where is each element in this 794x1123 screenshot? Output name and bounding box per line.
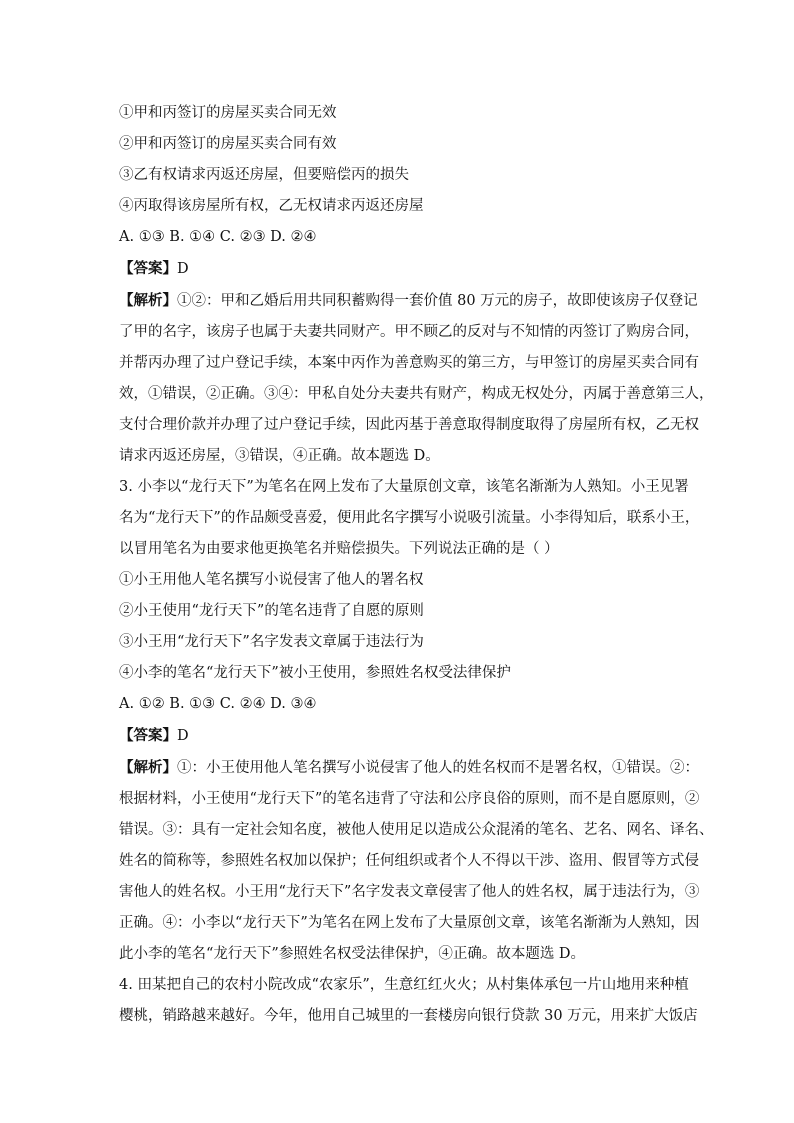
q2-analysis-line-4: 效，①错误，②正确。③④：甲私自处分夫妻共有财产，构成无权处分，丙属于善意第三人， (119, 386, 714, 402)
q2-option-1: ①甲和丙签订的房屋买卖合同无效 (119, 105, 337, 121)
q3-stem-line-3: 以冒用笔名为由要求他更换笔名并赔偿损失。下列说法正确的是（ ） (119, 541, 559, 557)
q2-analysis-line-3: 并帮丙办理了过户登记手续，本案中丙作为善意购买的第三方，与甲签订的房屋买卖合同有 (119, 355, 699, 371)
q2-analysis-line-2: 了甲的名字，该房子也属于夫妻共同财产。甲不顾乙的反对与不知情的丙签订了购房合同， (119, 324, 699, 340)
q2-answer-value: D (177, 261, 189, 277)
q3-analysis-label: 【解析】 (119, 759, 177, 776)
q2-analysis-text-1: ①②：甲和乙婚后用共同积蓄购得一套价值 80 万元的房子，故即使该房子仅登记 (177, 293, 698, 309)
document-content (119, 98, 714, 1032)
q4-stem-line-1: 4. 田某把自己的农村小院改成“农家乐”，生意红红火火；从村集体承包一片山地用来种植 (119, 977, 689, 993)
q3-analysis-line-7: 此小李的笔名“龙行天下”参照姓名权受法律保护，④正确。故本题选 D。 (119, 946, 586, 962)
q3-option-4: ④小李的笔名“龙行天下”被小王使用，参照姓名权受法律保护 (119, 665, 511, 681)
q3-analysis-line-1 (119, 752, 699, 784)
q3-answer (119, 720, 685, 752)
q3-stem-line-2: 名为“龙行天下”的作品颇受喜爱，便用此名字撰写小说吸引流量。小李得知后，联系小王， (119, 510, 700, 526)
q3-analysis-line-4: 姓名的简称等，参照姓名权加以保护；任何组织或者个人不得以干涉、盗用、假冒等方式侵 (119, 853, 699, 869)
q3-stem-line-1: 3. 小李以“龙行天下”为笔名在网上发布了大量原创文章，该笔名渐渐为人熟知。小王见署 (119, 479, 689, 495)
q2-answer-label: 【答案】 (119, 260, 177, 277)
q2-analysis-line-6: 请求丙返还房屋，③错误，④正确。故本题选 D。 (119, 448, 440, 464)
q3-option-3: ③小王用“龙行天下”名字发表文章属于违法行为 (119, 634, 424, 650)
q3-option-1: ①小王用他人笔名撰写小说侵害了他人的署名权 (119, 572, 424, 588)
q3-analysis-line-6: 正确。④：小李以“龙行天下”为笔名在网上发布了大量原创文章，该笔名渐渐为人熟知，因 (119, 915, 700, 931)
q2-analysis-line-5: 支付合理价款并办理了过户登记手续，因此丙基于善意取得制度取得了房屋所有权，乙无权 (119, 417, 699, 433)
q2-option-4: ④丙取得该房屋所有权，乙无权请求丙返还房屋 (119, 198, 424, 214)
q2-choices: A. ①③ B. ①④ C. ②③ D. ②④ (119, 229, 317, 245)
q3-analysis-text-1: ①：小王使用他人笔名撰写小说侵害了他人的姓名权而不是署名权，①错误。②： (177, 760, 699, 776)
q3-option-2: ②小王使用“龙行天下”的笔名违背了自愿的原则 (119, 603, 424, 619)
q3-analysis-line-2: 根据材料，小王使用“龙行天下”的笔名违背了守法和公序良俗的原则，而不是自愿原则，② (119, 791, 700, 807)
q3-answer-label: 【答案】 (119, 727, 177, 744)
q2-answer (119, 253, 685, 285)
q2-option-3: ③乙有权请求丙返还房屋，但要赔偿丙的损失 (119, 167, 409, 183)
q3-choices: A. ①② B. ①③ C. ②④ D. ③④ (119, 696, 317, 712)
q2-analysis-label: 【解析】 (119, 292, 177, 309)
q3-analysis-line-5: 害他人的姓名权。小王用“龙行天下”名字发表文章侵害了他人的姓名权，属于违法行为，③ (119, 884, 700, 900)
q3-analysis-line-3: 错误。③：具有一定社会知名度，被他人使用足以造成公众混淆的笔名、艺名、网名、译名、 (119, 822, 714, 838)
q2-option-2: ②甲和丙签订的房屋买卖合同有效 (119, 136, 337, 152)
q2-analysis-line-1 (119, 285, 698, 317)
q3-answer-value: D (177, 728, 189, 744)
q4-stem-line-2: 樱桃，销路越来越好。今年，他用自己城里的一套楼房向银行贷款 30 万元，用来扩大饭店 (119, 1008, 698, 1024)
